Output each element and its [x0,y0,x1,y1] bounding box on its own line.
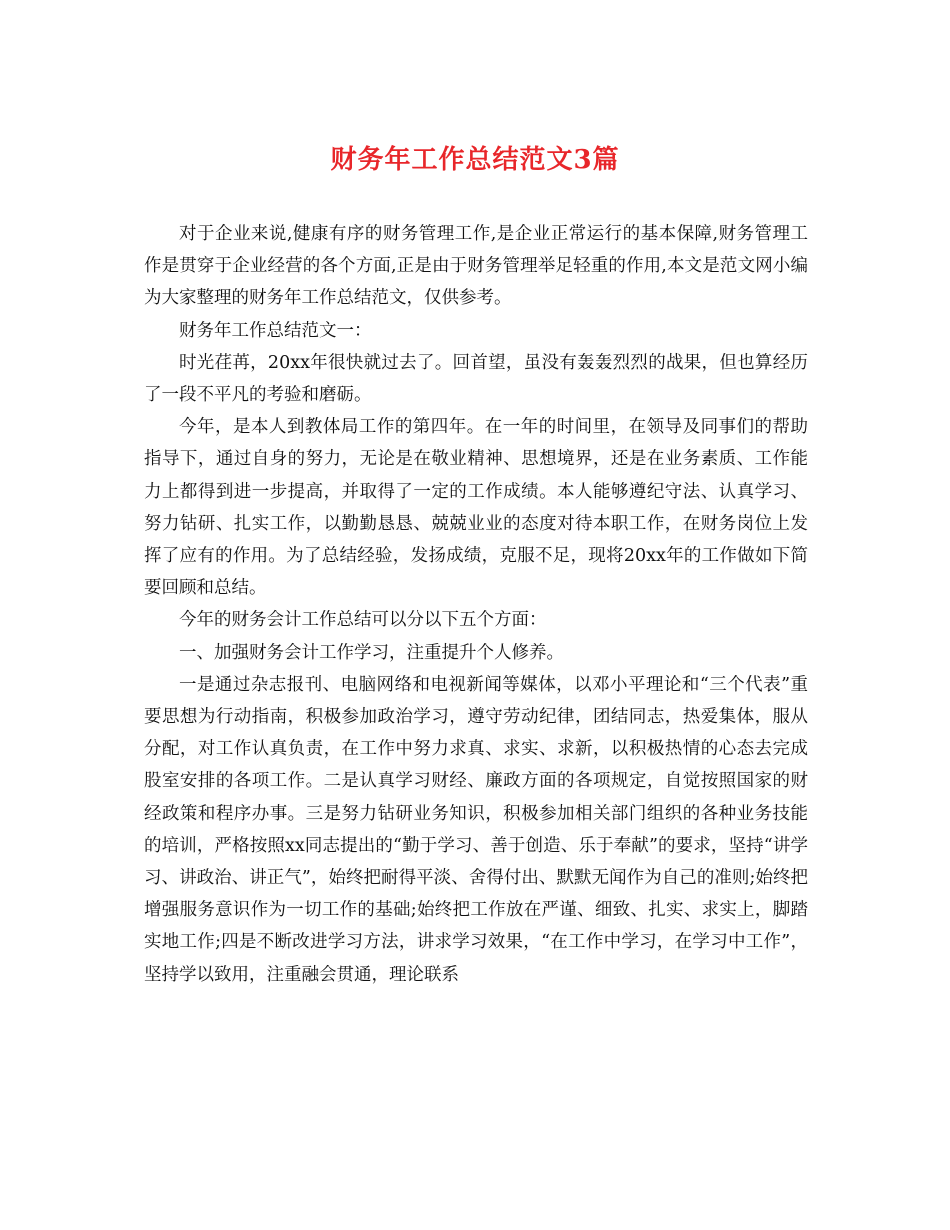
paragraph-intro: 对于企业来说,健康有序的财务管理工作,是企业正常运行的基本保障,财务管理工作是贯穿于企业经营的各个方面,正是由于财务管理举足轻重的作用,本文是范文网小编为大家整理的财务年工作总结范文，仅供参考。 [144,224,808,309]
paragraph-subheading: 一、加强财务会计工作学习，注重提升个人修养。 [179,642,564,663]
paragraph: 一是通过杂志报刊、电脑网络和电视新闻等媒体，以邓小平理论和“三个代表”重要思想为行动指南，积极参加政治学习，遵守劳动纪律，团结同志，热爱集体，服从分配，对工作认真负责，在工作中努力求真、求实、求新，以积极热情的心态去完成股室安排的各项工作。二是认真学习财经、廉政方面的各项规定，自觉按照国家的财经政策和程序办事。三是努力钻研业务知识，积极参加相关部门组织的各种业务技能的培训，严格按照xx同志提出的“勤于学习、善于创造、乐于奉献”的要求，坚持“讲学习、讲政治、讲正气”，始终把耐得平淡、舍得付出、默默无闻作为自己的准则;始终把增强服务意识作为一切工作的基础;始终把工作放在严谨、细致、扎实、求实上，脚踏实地工作;四是不断改进学习方法，讲求学习效果，“在工作中学习，在学习中工作”，坚持学以致用，注重融会贯通，理论联系 [144,674,808,985]
paragraph: 时光荏苒，20xx年很快就过去了。回首望，虽没有轰轰烈烈的战果，但也算经历了一段不平凡的考验和磨砺。 [144,352,808,406]
document-body [144,218,808,991]
document-title: 财务年工作总结范文3篇 [330,145,620,175]
paragraph-section-heading: 财务年工作总结范文一： [179,320,372,341]
paragraph: 今年，是本人到教体局工作的第四年。在一年的时间里，在领导及同事们的帮助指导下，通过自身的努力，无论是在敬业精神、思想境界，还是在业务素质、工作能力上都得到进一步提高，并取得了一定的工作成绩。本人能够遵纪守法、认真学习、努力钻研、扎实工作，以勤勤恳恳、兢兢业业的态度对待本职工作，在财务岗位上发挥了应有的作用。为了总结经验，发扬成绩，克服不足，现将20xx年的工作做如下简要回顾和总结。 [144,417,808,599]
paragraph: 今年的财务会计工作总结可以分以下五个方面： [179,610,547,631]
